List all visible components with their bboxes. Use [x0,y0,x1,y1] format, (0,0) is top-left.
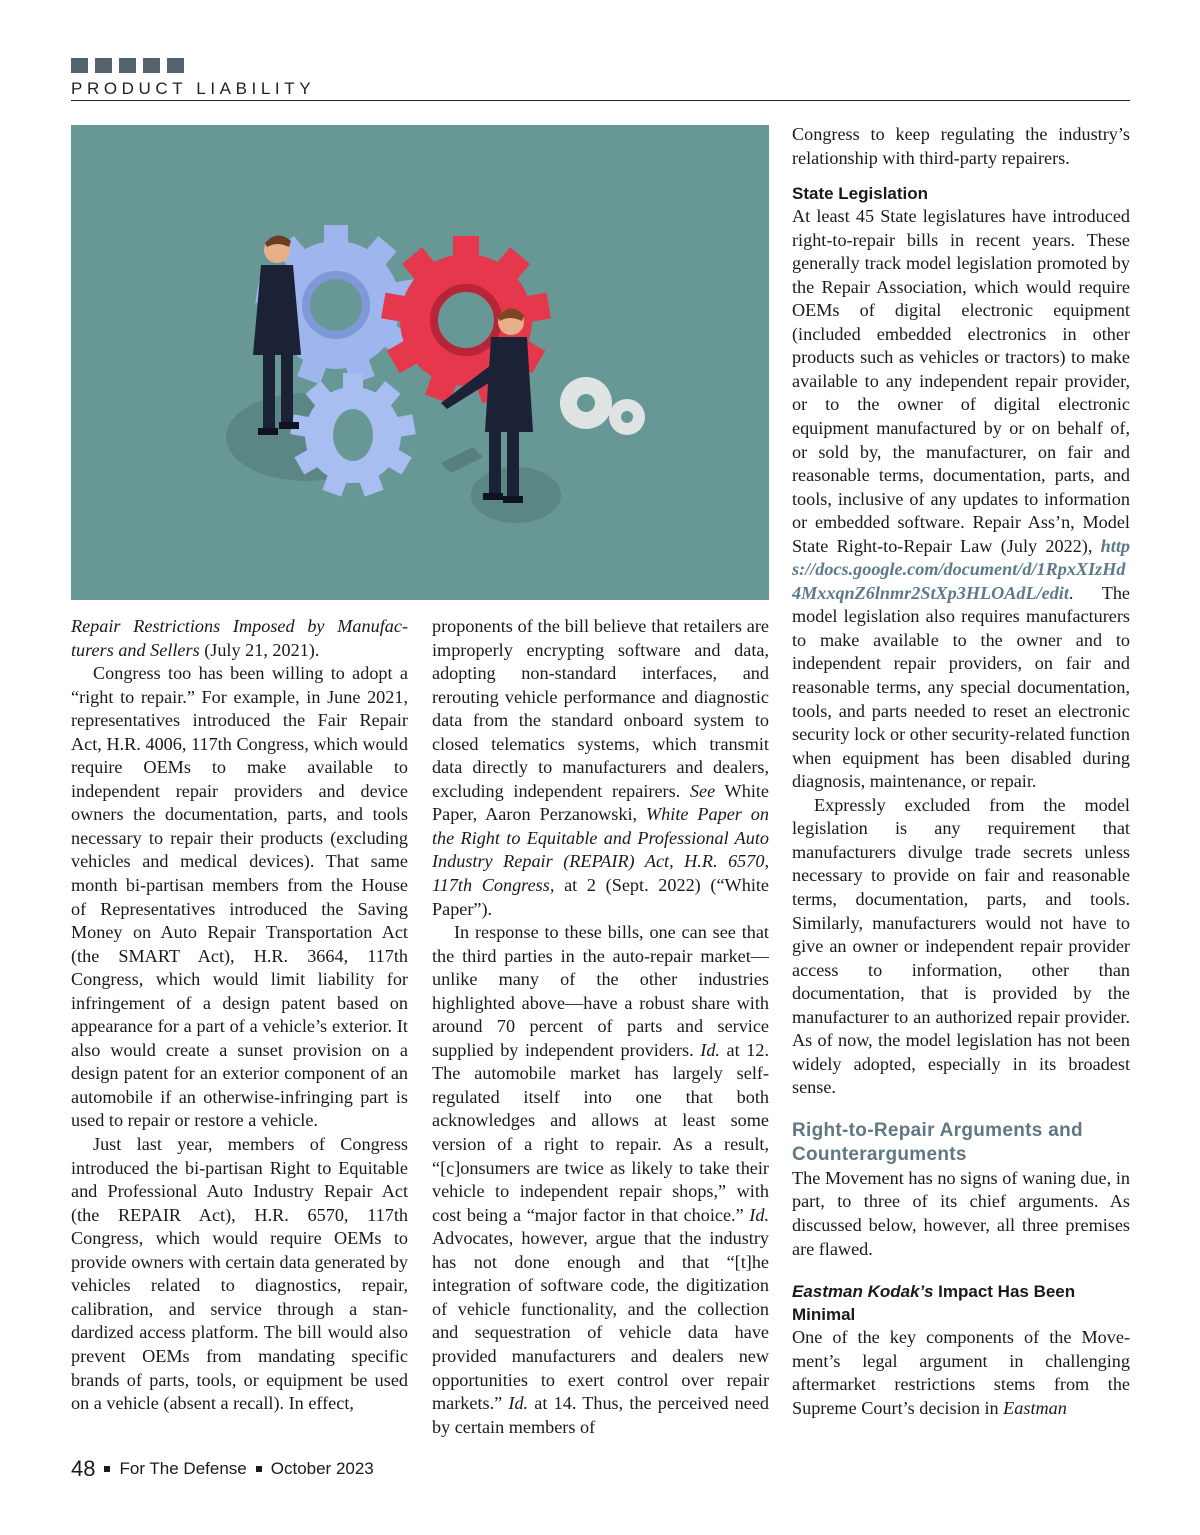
heading-arguments: Right-to-Repair Arguments and Counterarguments [792,1119,1083,1165]
bullet-separator [256,1466,262,1472]
paragraph: Congress too has been willing to adopt a “right to repair.” For example, in June 2021, representatives introduced the Fair Repair Act, H.R. 4006, 117th Congress, which would require OEMs to make available to independent repair providers and device owners the documentation, parts, and tools necessary to repair their products (excluding vehicles and medical devices). That same month bi-partisan members from the House of Representatives introduced the Saving Money on Auto Repair Transportation Act (the SMART Act), H.R. 3664, 117th Congress, which would limit liability for infringement of a design patent based on appearance for a part of a vehicle’s exterior. It also would create a sunset provision on a design patent for an exterior component of an automobile if an otherwise-infringing part is used to repair or restore a vehicle. [71,663,408,1131]
paragraph: At least 45 State legislatures have introduced right-to-repair bills in recent years. These generally track model legislation promoted by the Repair Association, which would require OEMs of digital electronic equipment (included embedded electronics in other products such as vehicles or tractors) to make available to any independent repair provider, or to the owner of digital electronic equipment manufactured by or on behalf of, or sold by, the manufacturer, on fair and reasonable terms, documentation, parts, and tools, inclusive of any updates to information or embedded software. Repair Ass’n, Model State Right-to-Repair Law (July 2022), https://docs.google.com/document/d/1RpxXIzHd4MxxqnZ6lnmr2StXp3HLOAdL/edit. The model legislation also requires manufacturers to make available to the owner and to independent repair providers, on fair and reasonable terms, any special documentation, tools, and parts needed to reset an electronic security lock or other security-related function when equipment has been disabled during diagnosis, maintenance, or repair. [792,206,1130,792]
issue-date: October 2023 [270,1459,374,1478]
subheading-state-legislation: State Legislation [792,184,929,204]
column-2 [432,615,769,1439]
paragraph: Congress to keep regulating the industry’s relationship with third-party repairers. [792,124,1130,168]
paragraph: Expressly excluded from the model legislation is any requirement that manufacturers divulge trade secrets unless necessary to provide on fair and reasonable terms, documentation, parts, and tools. Similarly, manufacturers would not have to give an owner or independent repair provider access to information, other than documentation, that is provided by the manufacturer to an authorized repair provider. As of now, the model legislation has not been widely adopted, especially in its broadest sense. [792,794,1130,1098]
paragraph: In response to these bills, one can see that the third parties in the auto-repair market—unlike many of the other industries highlighted above—have a robust share with around 70 percent of parts and service supplied by independent providers. Id. at 12. The automobile market has largely self-regulated itself into one that both acknowledges and allows at least some version of a right to repair. As a result, “[c]onsumers are twice as likely to take their vehicle to independent repair shops,” with cost being a “major factor in that choice.” Id. Advocates, however, argue that the industry has not done enough and that “[t]he integration of software code, the digitization of vehicle functionality, and the collection and sequestration of vehicle data have provided manufacturers and dealers new opportunities to exert control over repair markets.” Id. at 14. Thus, the perceived need by certain members of [432,922,770,1437]
paragraph: Just last year, members of Congress introduced the bi-partisan Right to Equitable and Professional Auto Industry Repair Act (the REPAIR Act), H.R. 6570, 117th Congress, which would require OEMs to provide owners with certain data generated by vehicles related to diagnostics, repair, calibration, and service through a standardized access platform. The bill would also prevent OEMs from mandating specific brands of parts, tools, or equipment be used on a vehicle (absent a recall). In effect, [71,1134,408,1414]
page-footer [71,1456,374,1482]
column-3 [792,123,1130,1420]
section-label: PRODUCT LIABILITY [71,79,316,98]
paragraph: Repair Restrictions Imposed by Manufacturers and Sellers (July 21, 2021). [71,616,408,660]
citation: White Paper on the Right to Equitable and Professional Auto Industry Repair (REPAIR) Act, H.R. 6570, 117th Congress, [432,804,769,896]
bullet-separator [104,1466,110,1472]
paragraph: proponents of the bill believe that retailers are improperly encrypting software and data, adopting non-standard interfaces, and rerouting vehicle performance and diagnostic data from the standard onboard system to closed telematics systems, which transmit data directly to manufacturers and dealers, excluding independent repairers. See White Paper, Aaron Perzanowski, White Paper on the Right to Equitable and Professional Auto Industry Repair (REPAIR) Act, H.R. 6570, 117th Congress, at 2 (Sept. 2022) (“White Paper”). [432,616,769,919]
model-law-link[interactable]: https://docs.google.com/document/d/1RpxXIzHd4MxxqnZ6lnmr2StXp3HLOAdL/edit [792,535,1130,603]
header-rule [71,100,1130,101]
gears-illustration [71,125,769,600]
publication-name: For The Defense [119,1459,247,1478]
column-1 [71,615,408,1416]
section-marker [71,58,184,73]
paragraph: The Movement has no signs of waning due, in part, to three of its chief arguments. As discussed below, however, all three premises are flawed. [792,1167,1130,1259]
citation: Repair Restrictions Imposed by Manufacturers and Sellers [71,616,408,660]
page-number: 48 [71,1456,96,1481]
subheading-eastman-kodak: Eastman Kodak’s Impact Has Been Minimal [792,1282,1076,1325]
paragraph: One of the key components of the Movement’s legal argument in challenging aftermarket restrictions stems from the Supreme Court’s decision in Eastman [792,1327,1130,1418]
